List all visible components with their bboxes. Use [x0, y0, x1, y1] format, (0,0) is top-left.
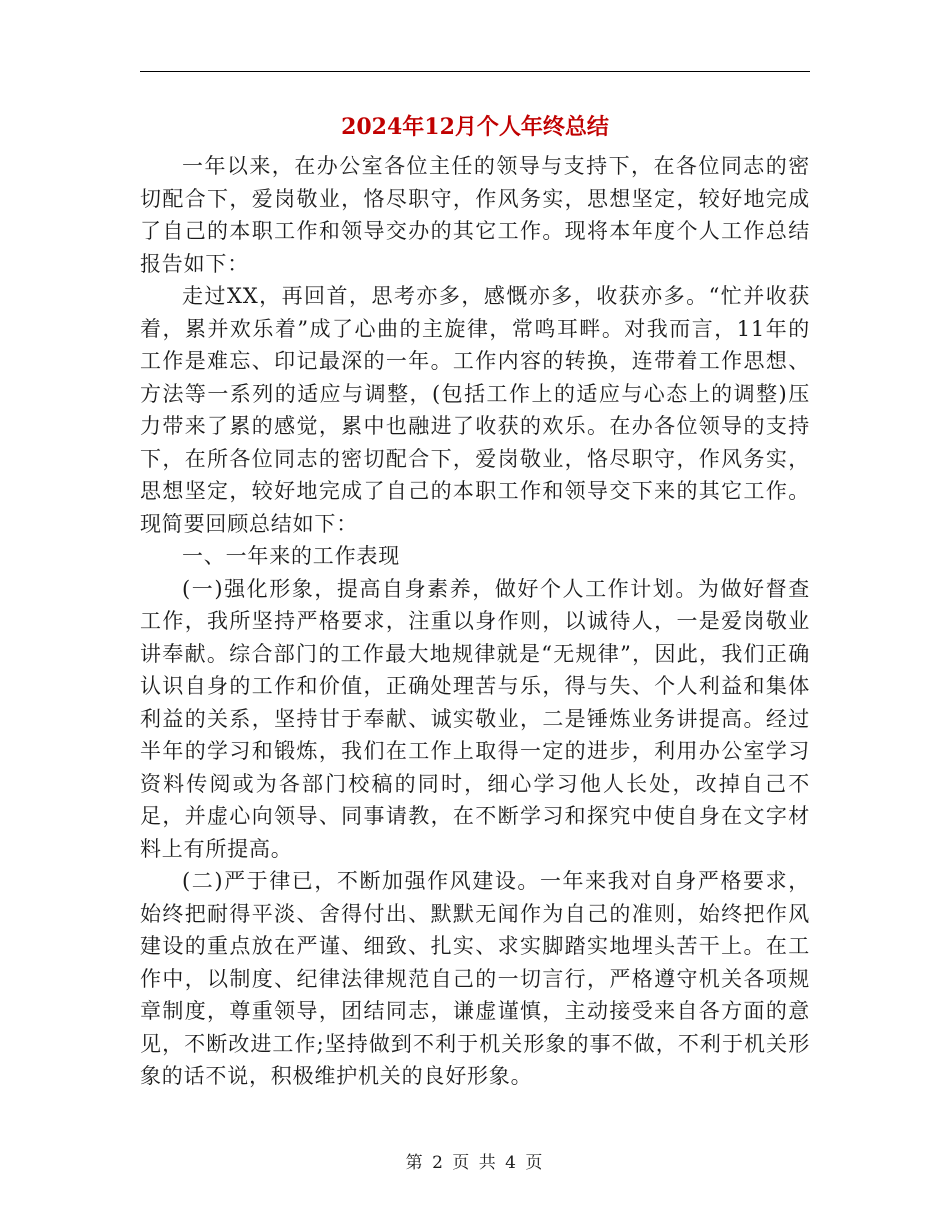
document-body	[140, 150, 810, 1093]
paragraph-self-discipline: (二)严于律已，不断加强作风建设。一年来我对自身严格要求，始终把耐得平淡、舍得付出、默默无闻作为自己的准则，始终把作风建设的重点放在严谨、细致、扎实、求实脚踏实地埋头苦干上。在工作中，以制度、纪律法律规范自己的一切言行，严格遵守机关各项规章制度，尊重领导，团结同志，谦虚谨慎，主动接受来自各方面的意见，不断改进工作;坚持做到不利于机关形象的事不做，不利于机关形象的话不说，积极维护机关的良好形象。	[140, 869, 810, 1088]
footer-middle: 页 共	[452, 1153, 498, 1173]
paragraph-review: 走过XX，再回首，思考亦多，感慨亦多，收获亦多。“忙并收获着，累并欢乐着”成了心曲的主旋律，常鸣耳畔。对我而言，11年的工作是难忘、印记最深的一年。工作内容的转换，连带着工作思想、方法等一系列的适应与调整，(包括工作上的适应与心态上的调整)压力带来了累的感觉，累中也融进了收获的欢乐。在办各位领导的支持下，在所各位同志的密切配合下，爱岗敬业，恪尽职守，作风务实，思想坚定，较好地完成了自己的本职工作和领导交下来的其它工作。现简要回顾总结如下：	[140, 284, 810, 536]
footer-prefix: 第	[405, 1153, 425, 1173]
page-footer	[0, 1152, 950, 1174]
paragraph-strengthen-image: (一)强化形象，提高自身素养，做好个人工作计划。为做好督查工作，我所坚持严格要求，注重以身作则，以诚待人，一是爱岗敬业讲奉献。综合部门的工作最大地规律就是“无规律”，因此，我们正确认识自身的工作和价值，正确处理苦与乐，得与失、个人利益和集体利益的关系，坚持甘于奉献、诚实敬业，二是锤炼业务讲提高。经过半年的学习和锻炼，我们在工作上取得一定的进步，利用办公室学习资料传阅或为各部门校稿的同时，细心学习他人长处，改掉自己不足，并虚心向领导、同事请教，在不断学习和探究中使自身在文字材料上有所提高。	[140, 576, 810, 861]
paragraph-intro: 一年以来，在办公室各位主任的领导与支持下，在各位同志的密切配合下，爱岗敬业，恪尽职守，作风务实，思想坚定，较好地完成了自己的本职工作和领导交办的其它工作。现将本年度个人工作总结报告如下：	[140, 154, 810, 276]
footer-total-pages: 4	[505, 1153, 518, 1173]
header-rule	[140, 71, 810, 72]
footer-page-number: 2	[432, 1153, 445, 1173]
footer-suffix: 页	[525, 1153, 545, 1173]
document-title: 2024年12月个人年终总结	[341, 114, 609, 140]
section-heading-work-performance: 一、一年来的工作表现	[182, 544, 400, 568]
